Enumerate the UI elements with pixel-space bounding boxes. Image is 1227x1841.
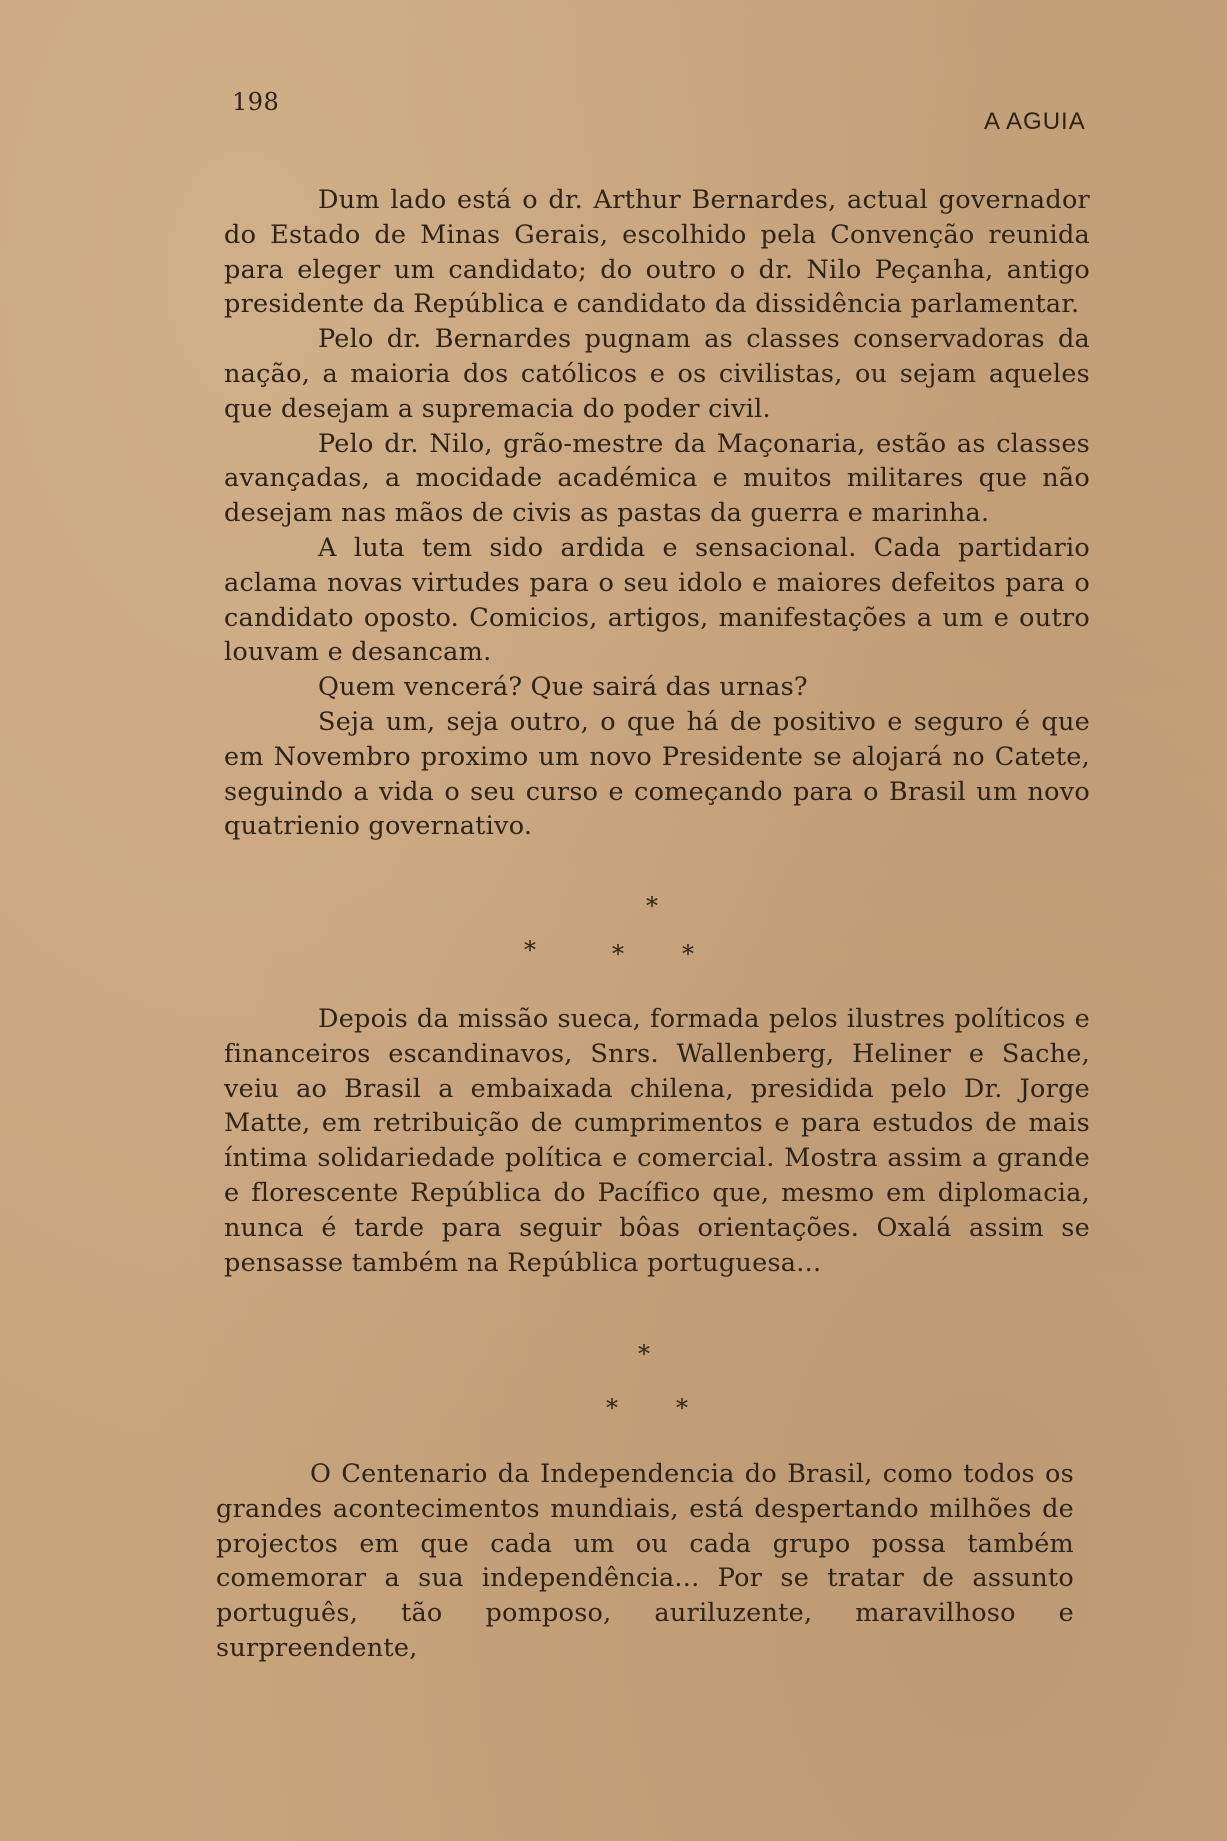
section-divider [600, 1340, 800, 1420]
asterisk: * [646, 892, 658, 920]
page-number: 198 [232, 88, 280, 116]
paragraph: O Centenario da Independencia do Brasil, como todos os grandes acontecimentos mundiais, está despertando milhões de projectos em que cada um ou cada grupo possa também comemorar a sua independência... Por se tratar de assunto português, tão pomposo, auriluzente, maravilhoso e surpreendente, [216, 1459, 1074, 1663]
section-divider [520, 892, 720, 972]
running-title: A AGUIA [984, 108, 1086, 135]
paragraph: Pelo dr. Nilo, grão-mestre da Maçonaria, estão as classes avançadas, a mocidade académica e muitos militares que não desejam nas mãos de civis as pastas da guerra e marinha. [224, 428, 1090, 529]
paragraph: Seja um, seja outro, o que há de positivo e seguro é que em Novembro proximo um novo Presidente se alojará no Catete, seguindo a vida o seu curso e começando para o Brasil um novo quatrienio governativo. [224, 706, 1090, 842]
text-section-chilean-embassy [224, 1002, 1090, 1280]
paragraph: Dum lado está o dr. Arthur Bernardes, actual governador do Estado de Minas Gerais, escolhido pela Convenção reunida para eleger um candidato; do outro o dr. Nilo Peçanha, antigo presidente da República e candidato da dissidência parlamentar. [224, 185, 1090, 320]
asterisk: * [524, 936, 536, 964]
paragraph: A luta tem sido ardida e sensacional. Cada partidario aclama novas virtudes para o seu idolo e maiores defeitos para o candidato oposto. Comicios, artigos, manifestações a um e outro louvam e desancam. [224, 532, 1090, 668]
asterisk: * [638, 1340, 650, 1368]
asterisk: * [612, 940, 624, 968]
paragraph: Quem vencerá? Que sairá das urnas? [318, 672, 808, 703]
asterisk: * [682, 940, 694, 968]
asterisk: * [676, 1394, 688, 1422]
text-section-elections [224, 183, 1090, 844]
paragraph: Pelo dr. Bernardes pugnam as classes conservadoras da nação, a maioria dos católicos e os civilistas, ou sejam aqueles que desejam a supremacia do poder civil. [224, 324, 1090, 424]
asterisk: * [606, 1394, 618, 1422]
text-section-centenary [216, 1457, 1074, 1666]
paragraph: Depois da missão sueca, formada pelos ilustres políticos e financeiros escandinavos, Snrs. Wallenberg, Heliner e Sache, veiu ao Brasil a embaixada chilena, presidida pelo Dr. Jorge Matte, em retribuição de cumprimentos e para estudos de mais íntima solidariedade política e comercial. Mostra assim a grande e florescente República do Pacífico que, mesmo em diplomacia, nunca é tarde para seguir bôas orientações. Oxalá assim se pensasse também na República portuguesa... [224, 1004, 1090, 1278]
